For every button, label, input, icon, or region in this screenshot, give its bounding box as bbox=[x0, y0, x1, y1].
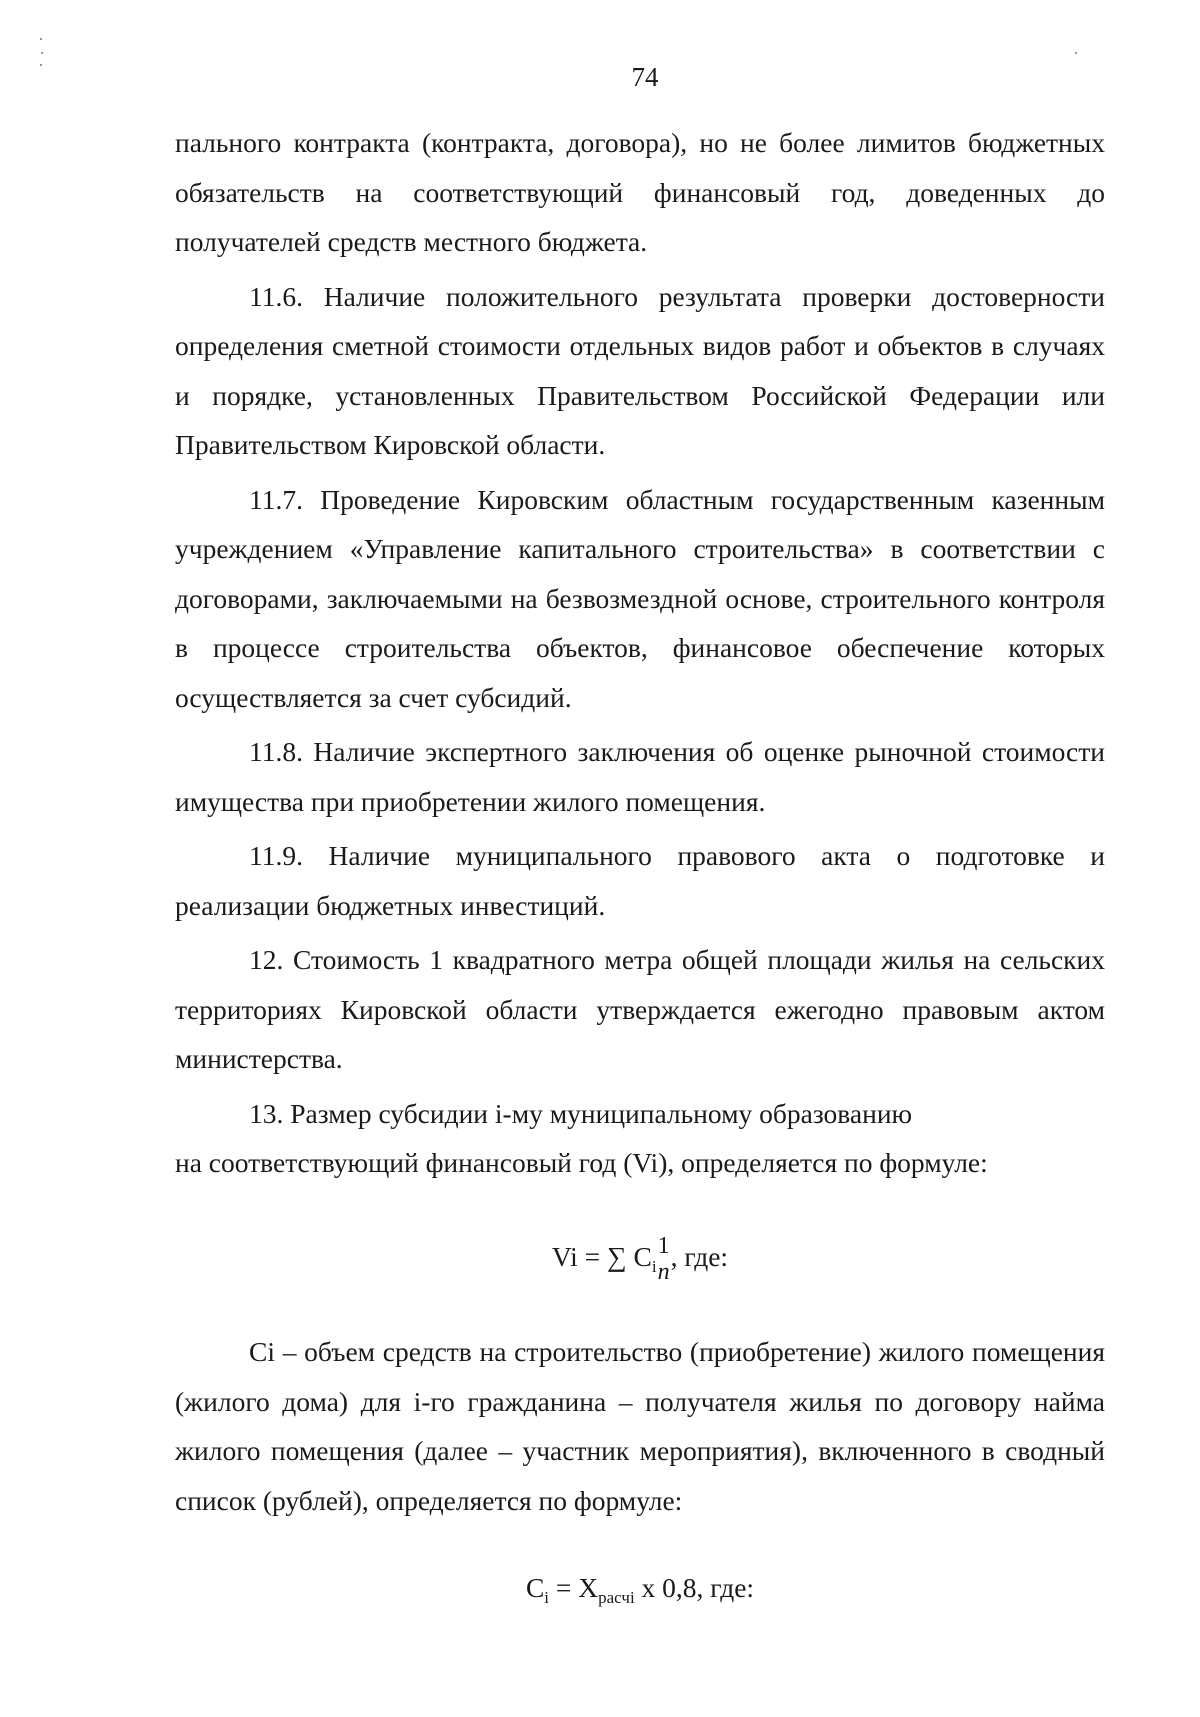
paragraph-11-6: 11.6. Наличие положительного результата проверки достоверности определения сметной стоимости отдельных видов работ и объектов в случаях и порядке, установленных Правительством Российской Федерации или Правительством Кировской области. bbox=[175, 280, 1105, 460]
scan-speck bbox=[40, 38, 42, 40]
scan-speck bbox=[41, 52, 43, 54]
paragraph-13-line2: на соответствующий финансовый год (Vi), определяется по формуле: bbox=[175, 1147, 988, 1178]
paragraph-11-9: 11.9. Наличие муниципального правового акта о подготовке и реализации бюджетных инвестиций. bbox=[175, 840, 1105, 921]
paragraph-12: 12. Стоимость 1 квадратного метра общей площади жилья на сельских территориях Кировской области утверждается ежегодно правовым актом министерства. bbox=[175, 944, 1105, 1074]
formula-ci bbox=[175, 1563, 1105, 1623]
fraction-denominator: n bbox=[657, 1259, 670, 1286]
formula-vi-lhs: Vi = ∑ C bbox=[551, 1240, 652, 1272]
paragraph-13-line1: 13. Размер субсидии i-му муниципальному образованию bbox=[249, 1097, 913, 1129]
formula-vi-sub: i bbox=[651, 1256, 657, 1276]
formula-ci-lhs-sub: i bbox=[544, 1588, 550, 1607]
fraction-numerator: 1 bbox=[657, 1233, 670, 1260]
paragraph-ci-definition: Ci – объем средств на строительство (приобретение) жилого помещения (жилого дома) для i-го гражданина – получателя жилья по договору найма жилого помещения (далее – участник мероприятия), включенного в сводный список (рублей), определяется по формуле: bbox=[175, 1336, 1105, 1516]
document-body bbox=[175, 118, 1105, 1628]
formula-ci-lhs: C bbox=[525, 1572, 545, 1603]
paragraph-continuation: пального контракта (контракта, договора), но не более лимитов бюджетных обязательств на соответствующий финансовый год, доведенных до получателей средств местного бюджета. bbox=[175, 127, 1105, 257]
formula-vi-fraction bbox=[658, 1234, 670, 1284]
paragraph-11-7: 11.7. Проведение Кировским областным государственным казенным учреждением «Управление капитального строительства» в соответствии с договорами, заключаемыми на безвозмездной основе, строительного контроля в процессе строительства объектов, финансовое обеспечение которых осуществляется за счет субсидий. bbox=[175, 483, 1105, 713]
paragraph-11-8: 11.8. Наличие экспертного заключения об оценке рыночной стоимости имущества при приобретении жилого помещения. bbox=[175, 736, 1105, 817]
formula-vi-tail: , где: bbox=[670, 1240, 729, 1272]
page-number: 74 bbox=[631, 62, 659, 92]
scan-speck bbox=[40, 64, 42, 66]
formula-ci-x-sub: расчi bbox=[598, 1588, 635, 1607]
formula-ci-eq: = X bbox=[549, 1572, 599, 1603]
scan-speck bbox=[1075, 52, 1077, 54]
formula-vi bbox=[175, 1232, 1105, 1292]
formula-ci-tail: x 0,8, где: bbox=[634, 1572, 755, 1603]
